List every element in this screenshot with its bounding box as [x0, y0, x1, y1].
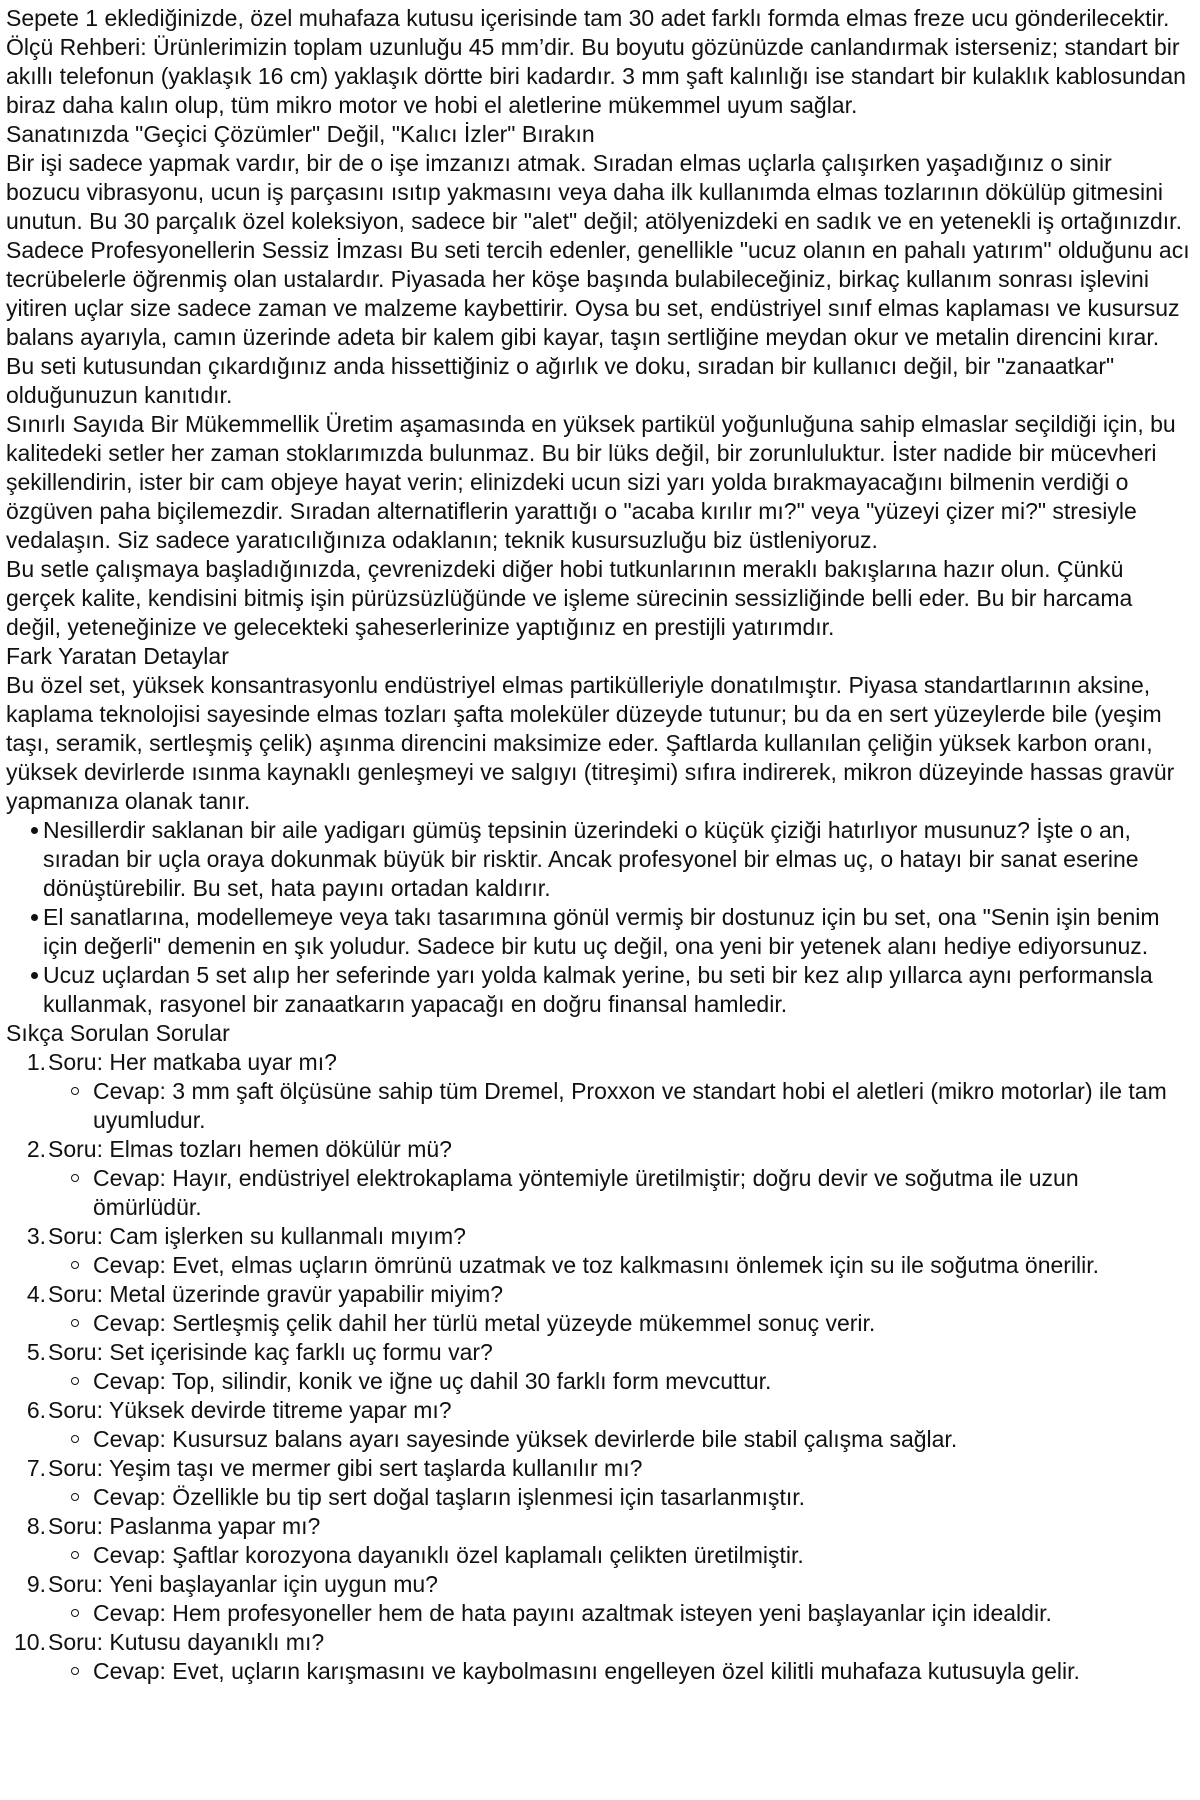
bullet-circle-icon — [71, 1435, 79, 1443]
faq-answer-text: Cevap: Evet, elmas uçların ömrünü uzatmak ve toz kalkmasını önlemek için su ile soğutma önerilir. — [93, 1252, 1100, 1278]
bullet-circle-icon — [71, 1174, 79, 1182]
list-item — [6, 903, 1190, 961]
faq-answer-text: Cevap: Şaftlar korozyona dayanıklı özel kaplamalı çelikten üretilmiştir. — [93, 1542, 804, 1568]
list-item — [6, 816, 1190, 903]
faq-question — [6, 1512, 1190, 1541]
faq-question-text: Soru: Yüksek devirde titreme yapar mı? — [48, 1397, 452, 1423]
faq-answer-text: Cevap: 3 mm şaft ölçüsüne sahip tüm Dremel, Proxxon ve standart hobi el aletleri (mikro motorlar) ile tam uyumludur. — [93, 1078, 1167, 1133]
faq-question-text: Soru: Yeni başlayanlar için uygun mu? — [48, 1571, 438, 1597]
faq-answer — [6, 1483, 1190, 1512]
faq-question-text: Soru: Metal üzerinde gravür yapabilir miyim? — [48, 1281, 504, 1307]
faq-answer — [6, 1251, 1190, 1280]
faq-item-number: 1. — [26, 1049, 46, 1075]
faq-answer — [6, 1657, 1190, 1686]
bullet-circle-icon — [71, 1377, 79, 1385]
faq-answer — [6, 1541, 1190, 1570]
bullet-circle-icon — [71, 1319, 79, 1327]
bullet-circle-icon — [71, 1609, 79, 1617]
section-heading-kalici-izler: Sanatınızda "Geçici Çözümler" Değil, "Kalıcı İzler" Bırakın — [6, 121, 595, 147]
faq-question — [6, 1570, 1190, 1599]
faq-answer-text: Cevap: Top, silindir, konik ve iğne uç dahil 30 farklı form mevcuttur. — [93, 1368, 772, 1394]
faq-question-text: Soru: Cam işlerken su kullanmalı mıyım? — [48, 1223, 466, 1249]
faq-question — [6, 1338, 1190, 1367]
faq-question — [6, 1048, 1190, 1077]
faq-item — [6, 1135, 1190, 1222]
faq-answer-text: Cevap: Sertleşmiş çelik dahil her türlü metal yüzeyde mükemmel sonuç verir. — [93, 1310, 876, 1336]
faq-item — [6, 1048, 1190, 1135]
list-item-text: Ucuz uçlardan 5 set alıp her seferinde yarı yolda kalmak yerine, bu seti bir kez alıp yıllarca aynı performansla kullanmak, rasyonel bir zanaatkarın yapacağı en doğru finansal hamledir. — [43, 962, 1153, 1017]
faq-question — [6, 1135, 1190, 1164]
faq-item — [6, 1280, 1190, 1338]
faq-question — [6, 1222, 1190, 1251]
list-item-text: El sanatlarına, modellemeye veya takı tasarımına gönül vermiş bir dostunuz için bu set, ona "Senin işin benim için değerli" demenin en şık yoludur. Sadece bir kutu uç değil, ona yeni bir yetenek alanı hediye ediyorsunuz. — [43, 904, 1160, 959]
faq-item-number: 9. — [26, 1571, 46, 1597]
bullet-circle-icon — [71, 1667, 79, 1675]
faq-question — [6, 1454, 1190, 1483]
faq-item — [6, 1396, 1190, 1454]
faq-item-number: 4. — [26, 1281, 46, 1307]
faq-answer-text: Cevap: Hem profesyoneller hem de hata payını azaltmak isteyen yeni başlayanlar için idealdir. — [93, 1600, 1052, 1626]
faq-item — [6, 1512, 1190, 1570]
paragraph-shipping-info: Sepete 1 eklediğinizde, özel muhafaza kutusu içerisinde tam 30 adet farklı formda elmas freze ucu gönderilecektir. — [6, 5, 1170, 31]
faq-item — [6, 1338, 1190, 1396]
bullet-circle-icon — [71, 1551, 79, 1559]
paragraph-size-guide: Ölçü Rehberi: Ürünlerimizin toplam uzunluğu 45 mm’dir. Bu boyutu gözünüzde canlandırmak isterseniz; standart bir akıllı telefonun (yaklaşık 16 cm) yaklaşık dörtte biri kadardır. 3 mm şaft kalınlığı ise standart bir kulaklık kablosundan biraz daha kalın olup, tüm mikro motor ve hobi el aletlerine mükemmel uyum sağlar. — [6, 34, 1186, 118]
faq-answer — [6, 1077, 1190, 1135]
faq-item — [6, 1570, 1190, 1628]
faq-answer — [6, 1425, 1190, 1454]
faq-answer-text: Cevap: Özellikle bu tip sert doğal taşların işlenmesi için tasarlanmıştır. — [93, 1484, 806, 1510]
list-item-text: Nesillerdir saklanan bir aile yadigarı gümüş tepsinin üzerindeki o küçük çiziği hatırlıyor musunuz? İşte o an, sıradan bir uçla oraya dokunmak büyük bir risktir. Ancak profesyonel bir elmas uç, o hatayı bir sanat eserine dönüştürebilir. Bu set, hata payını ortadan kaldırır. — [43, 817, 1139, 901]
bullet-circle-icon — [71, 1493, 79, 1501]
faq-question-text: Soru: Set içerisinde kaç farklı uç formu var? — [48, 1339, 493, 1365]
faq-answer-text: Cevap: Kusursuz balans ayarı sayesinde yüksek devirlerde bile stabil çalışma sağlar. — [93, 1426, 958, 1452]
paragraph-imza: Bir işi sadece yapmak vardır, bir de o işe imzanızı atmak. Sıradan elmas uçlarla çalışırken yaşadığınız o sinir bozucu vibrasyonu, ucun iş parçasını ısıtıp yakmasını veya daha ilk kullanımda elmas tozlarının dökülüp gitmesini unutun. Bu 30 parçalık özel koleksiyon, sadece bir "alet" değil; atölyenizdeki en sadık ve en yetenekli iş ortağınızdır. — [6, 150, 1182, 234]
faq-item — [6, 1454, 1190, 1512]
faq-answer — [6, 1164, 1190, 1222]
paragraph-teknik-detay: Bu özel set, yüksek konsantrasyonlu endüstriyel elmas partikülleriyle donatılmıştır. Piyasa standartlarının aksine, kaplama teknolojisi sayesinde elmas tozları şafta moleküler düzeyde tutunur; bu da en sert yüzeylerde bile (yeşim taşı, seramik, sertleşmiş çelik) aşınma direncini maksimize eder. Şaftlarda kullanılan çeliğin yüksek karbon oranı, yüksek devirlerde ısınma kaynaklı genleşmeyi ve salgıyı (titreşimi) sıfıra indirerek, mikron düzeyinde hassas gravür yapmanıza olanak tanır. — [6, 672, 1175, 814]
faq-item-number: 2. — [26, 1136, 46, 1162]
paragraph-profesyonel-imza: Sadece Profesyonellerin Sessiz İmzası Bu seti tercih edenler, genellikle "ucuz olanın en pahalı yatırım" olduğunu acı tecrübelerle öğrenmiş olan ustalardır. Piyasada her köşe başında bulabileceğiniz, birkaç kullanım sonrası işlevini yitiren uçlar size sadece zaman ve malzeme kaybettirir. Oysa bu set, endüstriyel sınıf elmas kaplaması ve kusursuz balans ayarıyla, camın üzerinde adeta bir kalem gibi kayar, taşın sertliğine meydan okur ve metalin direncini kırar. Bu seti kutusundan çıkardığınız anda hissettiğiniz o ağırlık ve doku, sıradan bir kullanıcı değil, bir "zanaatkar" olduğunuzun kanıtıdır. — [6, 237, 1190, 408]
bullet-circle-icon — [71, 1261, 79, 1269]
faq-question — [6, 1396, 1190, 1425]
paragraph-sinirli-sayida: Sınırlı Sayıda Bir Mükemmellik Üretim aşamasında en yüksek partikül yoğunluğuna sahip elmaslar seçildiği için, bu kalitedeki setler her zaman stoklarımızda bulunmaz. Bu bir lüks değil, bir zorunluluktur. İster nadide bir mücevheri şekillendirin, ister bir cam objeye hayat verin; elinizdeki ucun sizi yarı yolda bırakmayacağını bilmenin verdiği o özgüven paha biçilemezdir. Sıradan alternatiflerin yarattığı o "acaba kırılır mı?" veya "yüzeyi çizer mi?" stresiyle vedalaşın. Siz sadece yaratıcılığınıza odaklanın; teknik kusursuzluğu biz üstleniyoruz. — [6, 411, 1176, 553]
faq-list — [6, 1048, 1190, 1686]
paragraph-kalite: Bu setle çalışmaya başladığınızda, çevrenizdeki diğer hobi tutkunlarının meraklı bakışlarına hazır olun. Çünkü gerçek kalite, kendisini bitmiş işin pürüzsüzlüğünde ve işleme sürecinin sessizliğinde belli eder. Bu bir harcama değil, yeteneğinize ve gelecekteki şaheserlerinize yaptığınız en prestijli yatırımdır. — [6, 556, 1133, 640]
faq-question — [6, 1280, 1190, 1309]
faq-answer-text: Cevap: Hayır, endüstriyel elektrokaplama yöntemiyle üretilmiştir; doğru devir ve soğutma ile uzun ömürlüdür. — [93, 1165, 1079, 1220]
faq-item-number: 6. — [26, 1397, 46, 1423]
faq-question-text: Soru: Elmas tozları hemen dökülür mü? — [48, 1136, 452, 1162]
faq-answer — [6, 1367, 1190, 1396]
faq-answer-text: Cevap: Evet, uçların karışmasını ve kaybolmasını engelleyen özel kilitli muhafaza kutusuyla gelir. — [93, 1658, 1080, 1684]
faq-answer — [6, 1599, 1190, 1628]
bullet-disc-icon — [31, 972, 38, 979]
faq-question-text: Soru: Paslanma yapar mı? — [48, 1513, 321, 1539]
faq-item-number: 8. — [26, 1513, 46, 1539]
faq-item-number: 10. — [14, 1629, 46, 1655]
bullet-disc-icon — [31, 827, 38, 834]
faq-question-text: Soru: Her matkaba uyar mı? — [48, 1049, 337, 1075]
bullet-disc-icon — [31, 914, 38, 921]
list-item — [6, 961, 1190, 1019]
faq-item-number: 5. — [26, 1339, 46, 1365]
faq-answer — [6, 1309, 1190, 1338]
faq-question-text: Soru: Yeşim taşı ve mermer gibi sert taşlarda kullanılır mı? — [48, 1455, 643, 1481]
faq-item — [6, 1222, 1190, 1280]
benefits-list — [6, 816, 1190, 1019]
section-heading-fark-yaratan: Fark Yaratan Detaylar — [6, 643, 229, 669]
section-heading-faq: Sıkça Sorulan Sorular — [6, 1020, 230, 1046]
faq-question — [6, 1628, 1190, 1657]
faq-item-number: 3. — [26, 1223, 46, 1249]
bullet-circle-icon — [71, 1087, 79, 1095]
faq-question-text: Soru: Kutusu dayanıklı mı? — [48, 1629, 325, 1655]
faq-item-number: 7. — [26, 1455, 46, 1481]
faq-item — [6, 1628, 1190, 1686]
